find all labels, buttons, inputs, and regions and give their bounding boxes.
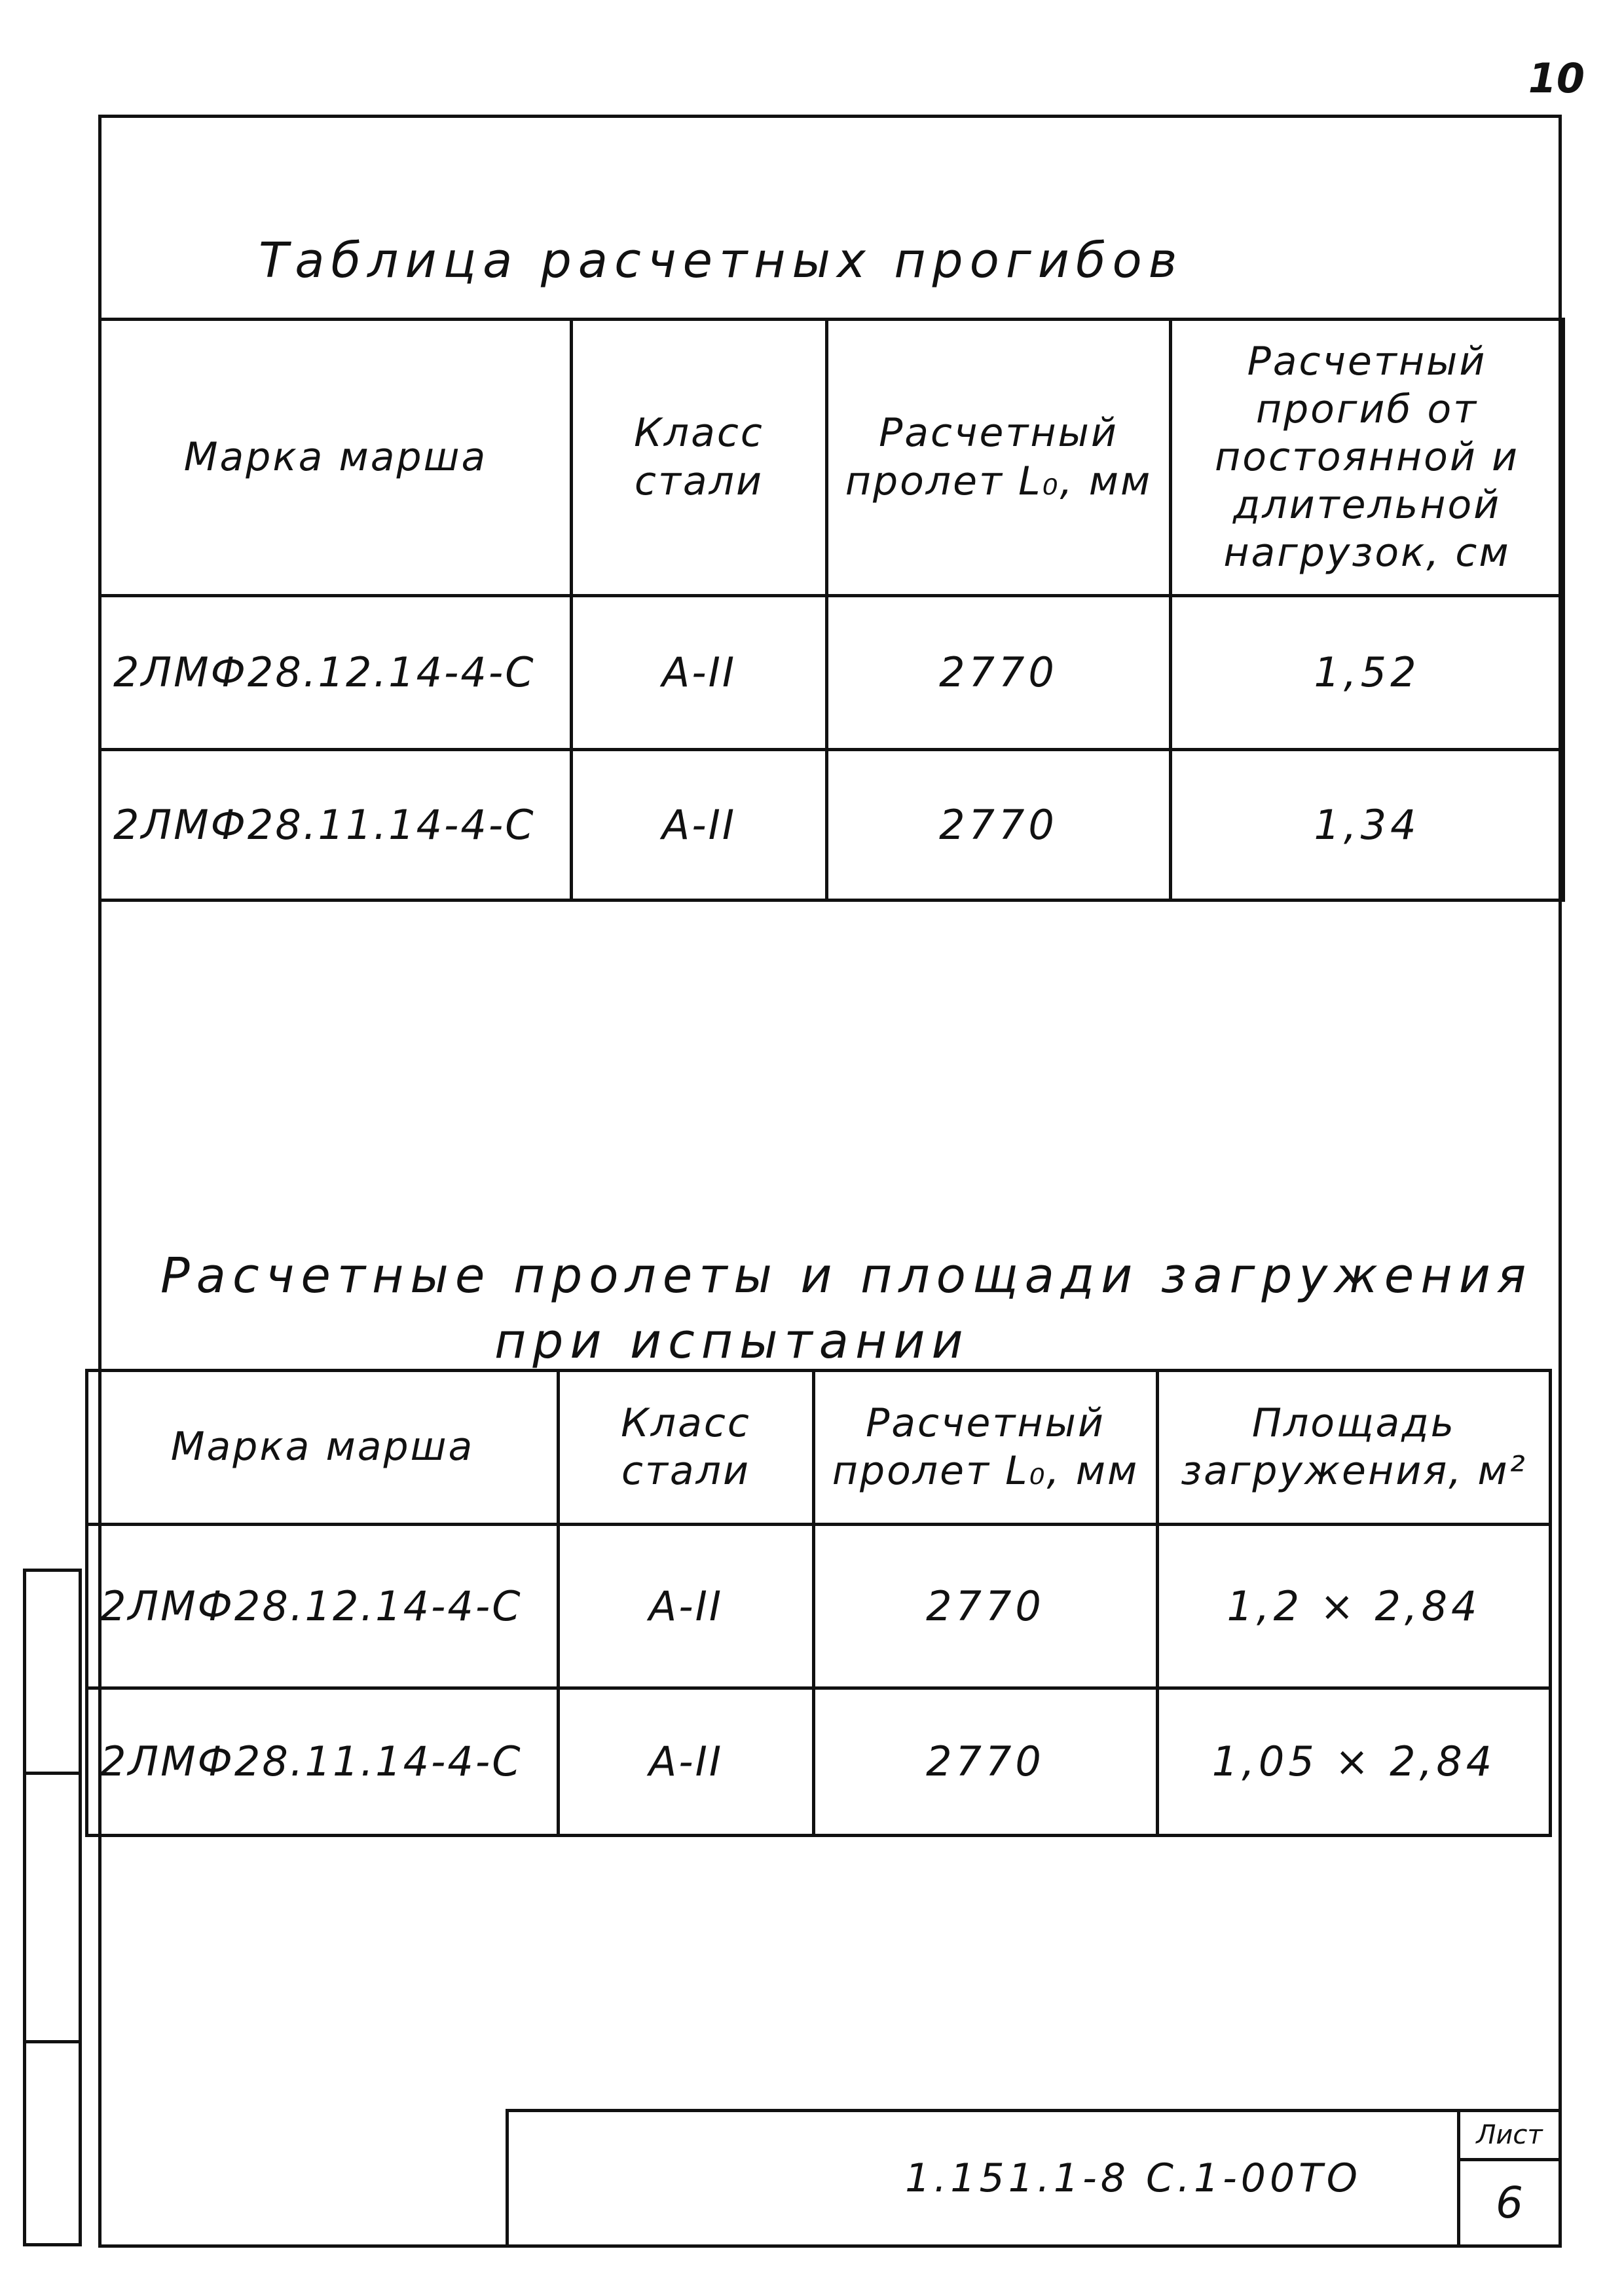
- cell-area: 1,2 × 2,84: [1158, 1525, 1551, 1688]
- header-steel-class: Класс стали: [572, 320, 827, 596]
- cell-mark: 2ЛМФ28.12.14-4-С: [87, 1525, 559, 1688]
- sheet-number: 6: [1496, 2178, 1523, 2228]
- table-header-row: [87, 1371, 1551, 1525]
- document-code: 1.151.1-8 С.1-00ТО: [905, 2155, 1361, 2201]
- cell-mark: 2ЛМФ28.11.14-4-С: [100, 750, 572, 901]
- cell-deflection: 1,52: [1171, 596, 1564, 750]
- loading-area-table: [85, 1369, 1552, 1837]
- table1-title: Таблица расчетных прогибов: [259, 232, 1184, 289]
- cell-mark: 2ЛМФ28.12.14-4-С: [100, 596, 572, 750]
- header-span: Расчетный пролет L₀, мм: [814, 1371, 1158, 1525]
- strip-divider: [26, 2040, 79, 2043]
- sheet-label: Лист: [1460, 2112, 1559, 2161]
- table-row: [87, 1525, 1551, 1688]
- table-row: [100, 596, 1564, 750]
- table-row: [100, 750, 1564, 901]
- header-steel-class: Класс стали: [559, 1371, 814, 1525]
- table2-title-line1: Расчетные пролеты и площади загружения: [160, 1248, 1533, 1304]
- title-block: [506, 2109, 1562, 2248]
- cell-steel-class: A-II: [559, 1525, 814, 1688]
- cell-steel-class: A-II: [559, 1688, 814, 1836]
- page-number: 10: [1528, 54, 1585, 102]
- table2-title-line2: при испытании: [494, 1313, 970, 1369]
- sheet-box: [1457, 2112, 1559, 2244]
- header-mark: Марка марша: [87, 1371, 559, 1525]
- binding-strip: [23, 1569, 82, 2246]
- cell-span: 2770: [827, 596, 1171, 750]
- table-row: [87, 1688, 1551, 1836]
- cell-area: 1,05 × 2,84: [1158, 1688, 1551, 1836]
- header-area: Площадь загружения, м²: [1158, 1371, 1551, 1525]
- cell-mark: 2ЛМФ28.11.14-4-С: [87, 1688, 559, 1836]
- table-header-row: [100, 320, 1564, 596]
- strip-divider: [26, 1772, 79, 1775]
- deflection-table: [98, 318, 1565, 902]
- cell-steel-class: A-II: [572, 596, 827, 750]
- cell-span: 2770: [814, 1525, 1158, 1688]
- header-span: Расчетный пролет L₀, мм: [827, 320, 1171, 596]
- cell-span: 2770: [827, 750, 1171, 901]
- header-mark: Марка марша: [100, 320, 572, 596]
- cell-span: 2770: [814, 1688, 1158, 1836]
- cell-steel-class: A-II: [572, 750, 827, 901]
- cell-deflection: 1,34: [1171, 750, 1564, 901]
- header-deflection: Расчетный прогиб от постоянной и длительной нагрузок, см: [1171, 320, 1564, 596]
